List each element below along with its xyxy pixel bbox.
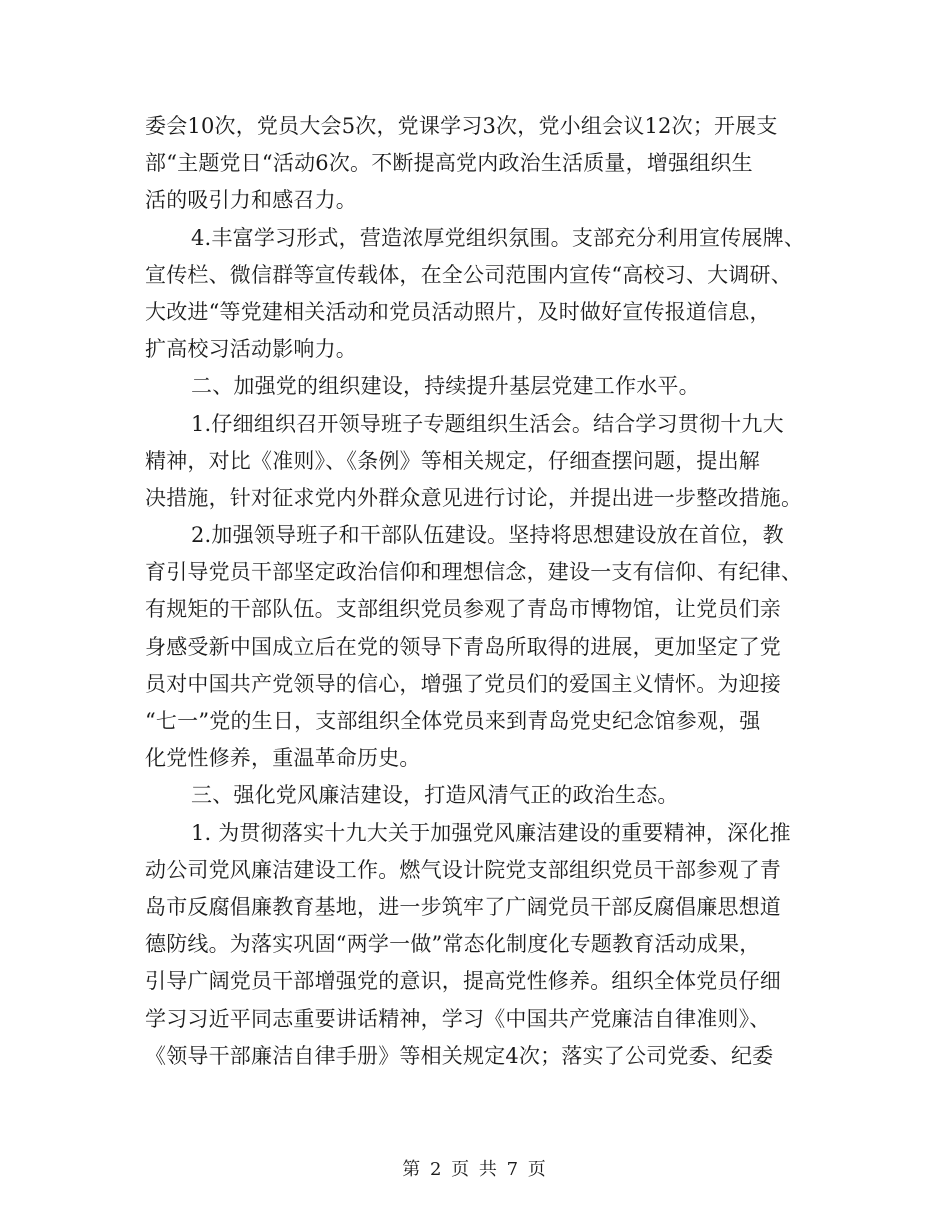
text-line: 宣传栏、微信群等宣传载体，在全公司范围内宣传“高校习、大调研、 xyxy=(145,262,792,287)
paragraph-first-line: 1.仔细组织召开领导班子专题组织生活会。结合学习贯彻十九大 xyxy=(191,411,784,436)
text-line: 引导广阔党员干部增强党的意识，提高党性修养。组织全体党员仔细 xyxy=(145,969,781,994)
text-line: 身感受新中国成立后在党的领导下青岛所取得的进展，更加坚定了党 xyxy=(145,634,781,659)
section-heading: 三、强化党风廉洁建设，打造风清气正的政治生态。 xyxy=(191,783,679,808)
page-number-footer: 第 2 页 共 7 页 xyxy=(402,1159,548,1180)
text-line: 扩高校习活动影响力。 xyxy=(145,337,357,362)
section-heading: 二、加强党的组织建设，持续提升基层党建工作水平。 xyxy=(191,374,700,399)
text-line: “七一”党的生日，支部组织全体党员来到青岛党史纪念馆参观，强 xyxy=(145,709,761,733)
text-line: 委会10次，党员大会5次，党课学习3次，党小组会议12次；开展支 xyxy=(145,114,778,138)
text-line: 决措施，针对征求党内外群众意见进行讨论，并提出进一步整改措施。 xyxy=(145,485,803,510)
text-line: 学习习近平同志重要讲话精神，学习《中国共产党廉洁自律准则》、 xyxy=(145,1006,771,1031)
text-line: 动公司党风廉洁建设工作。燃气设计院党支部组织党员干部参观了青 xyxy=(145,857,781,882)
text-line: 活的吸引力和感召力。 xyxy=(145,188,357,213)
text-line: 有规矩的干部队伍。支部组织党员参观了青岛市博物馆，让党员们亲 xyxy=(145,597,781,622)
document-body xyxy=(145,108,805,1075)
text-line: 德防线。为落实巩固“两学一做”常态化制度化专题教育活动成果， xyxy=(145,932,761,957)
text-line: 育引导党员干部坚定政治信仰和理想信念，建设一支有信仰、有纪律、 xyxy=(145,560,803,585)
text-line: 大改进“等党建相关活动和党员活动照片，及时做好宣传报道信息， xyxy=(145,299,771,324)
text-line: 精神，对比《准则》、《条例》等相关规定，仔细查摆问题，提出解 xyxy=(145,448,760,473)
text-line: 《领导干部廉洁自律手册》等相关规定4次；落实了公司党委、纪委 xyxy=(145,1043,774,1068)
paragraph-first-line: 2.加强领导班子和干部队伍建设。坚持将思想建设放在首位，教 xyxy=(191,523,784,548)
text-line: 员对中国共产党领导的信心，增强了党员们的爱国主义情怀。为迎接 xyxy=(145,671,781,696)
text-line: 化党性修养，重温革命历史。 xyxy=(145,746,421,771)
paragraph-first-line: 4.丰富学习形式，营造浓厚党组织氛围。支部充分利用宣传展牌、 xyxy=(191,225,806,250)
paragraph-first-line: 1. 为贯彻落实十九大关于加强党风廉洁建设的重要精神，深化推 xyxy=(191,820,791,845)
text-line: 部“主题党日“活动6次。不断提高党内政治生活质量，增强组织生 xyxy=(145,151,753,176)
text-line: 岛市反腐倡廉教育基地，进一步筑牢了广阔党员干部反腐倡廉思想道 xyxy=(145,894,781,919)
